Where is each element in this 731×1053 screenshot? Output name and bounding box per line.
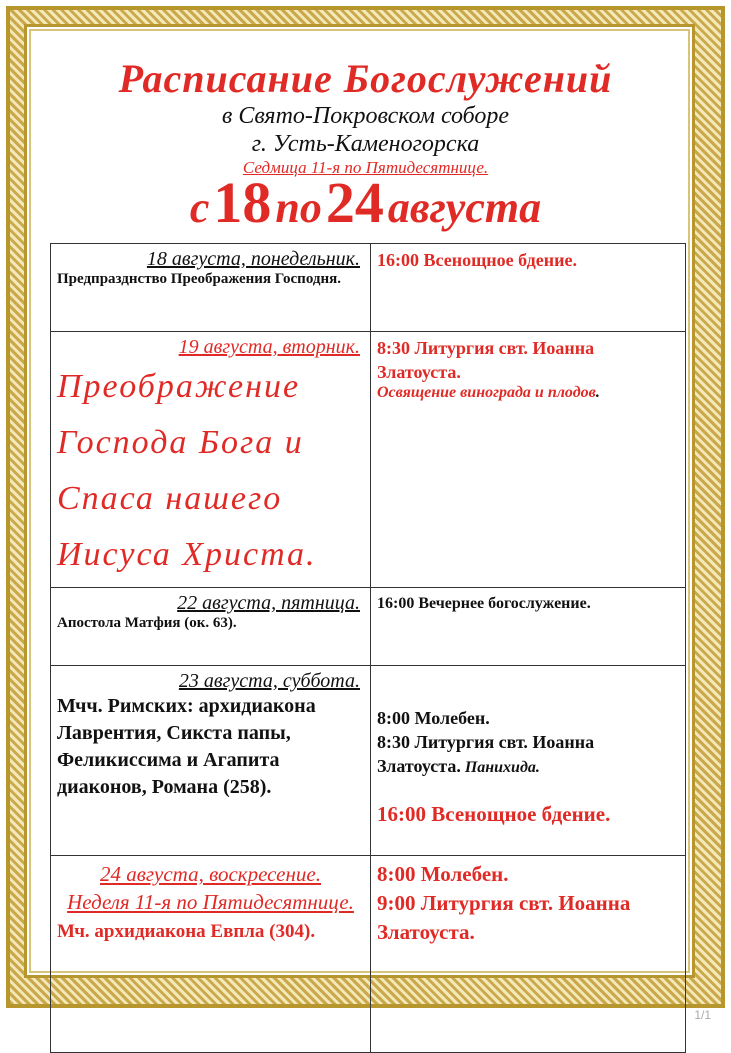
service-item: 16:00 Всенощное бдение. xyxy=(377,250,578,270)
day-cell xyxy=(51,588,371,666)
service-item: 8:30 Литургия свт. Иоанна Златоуста. xyxy=(377,732,595,776)
page-counter: 1/1 xyxy=(694,1008,711,1022)
day-label: 18 августа, понедельник. xyxy=(146,248,360,270)
service-item: 9:00 Литургия свт. Иоанна Златоуста. xyxy=(377,891,631,944)
feast-label: Мчч. Римских: архидиакона Лаврентия, Сикста папы, Феликиссима и Агапита диаконов, Романа (258). xyxy=(57,695,316,798)
service-cell xyxy=(371,856,686,1053)
date-mid: по xyxy=(275,183,322,232)
date-from-day: 18 xyxy=(213,170,272,235)
service-cell xyxy=(371,588,686,666)
schedule-table xyxy=(50,243,686,1053)
service-item: 16:00 Вечернее богослужение. xyxy=(377,595,591,612)
day-label: 22 августа, пятница. xyxy=(177,592,360,614)
date-month: августа xyxy=(387,183,542,232)
day-cell xyxy=(51,332,371,588)
page-title: Расписание Богослужений xyxy=(118,56,613,101)
feast-label: Апостола Матфия (ок. 63). xyxy=(57,615,237,631)
service-item: 8:30 Литургия свт. Иоанна Златоуста. xyxy=(377,338,595,382)
cathedral-name: в Свято-Покровском соборе xyxy=(221,103,510,129)
date-to-day: 24 xyxy=(325,170,384,235)
service-cell xyxy=(371,332,686,588)
page-header xyxy=(30,56,701,243)
week-label: Неделя 11-я по Пятидесятнице. xyxy=(67,890,354,914)
service-cell xyxy=(371,666,686,856)
day-label: 19 августа, вторник. xyxy=(178,336,360,358)
week-label: Седмица 11-я по Пятидесятнице. xyxy=(242,158,489,177)
day-label: 23 августа, суббота. xyxy=(178,670,360,692)
table-row xyxy=(51,666,686,856)
service-note: Освящение винограда и плодов xyxy=(377,384,596,401)
day-cell xyxy=(51,244,371,332)
day-cell xyxy=(51,856,371,1053)
date-range xyxy=(30,170,701,243)
table-row xyxy=(51,244,686,332)
feast-label: Мч. архидиакона Евпла (304). xyxy=(57,921,316,942)
city-name: г. Усть-Каменогорска xyxy=(251,131,480,157)
service-note: Панихида. xyxy=(464,759,540,776)
service-item: 8:00 Молебен. xyxy=(377,862,509,886)
table-row xyxy=(51,588,686,666)
feast-label: Преображение Господа Бога и Спаса нашего Иисуса Христа. xyxy=(57,368,317,573)
feast-label: Предпразднство Преображения Господня. xyxy=(57,271,341,287)
day-cell xyxy=(51,666,371,856)
service-item: 16:00 Всенощное бдение. xyxy=(377,802,611,826)
service-item: 8:00 Молебен. xyxy=(377,708,490,728)
table-row xyxy=(51,332,686,588)
date-from-prefix: с xyxy=(189,183,210,232)
service-cell xyxy=(371,244,686,332)
day-label: 24 августа, воскресение. xyxy=(99,862,321,886)
service-note-end: . xyxy=(595,384,600,401)
table-row xyxy=(51,856,686,1053)
